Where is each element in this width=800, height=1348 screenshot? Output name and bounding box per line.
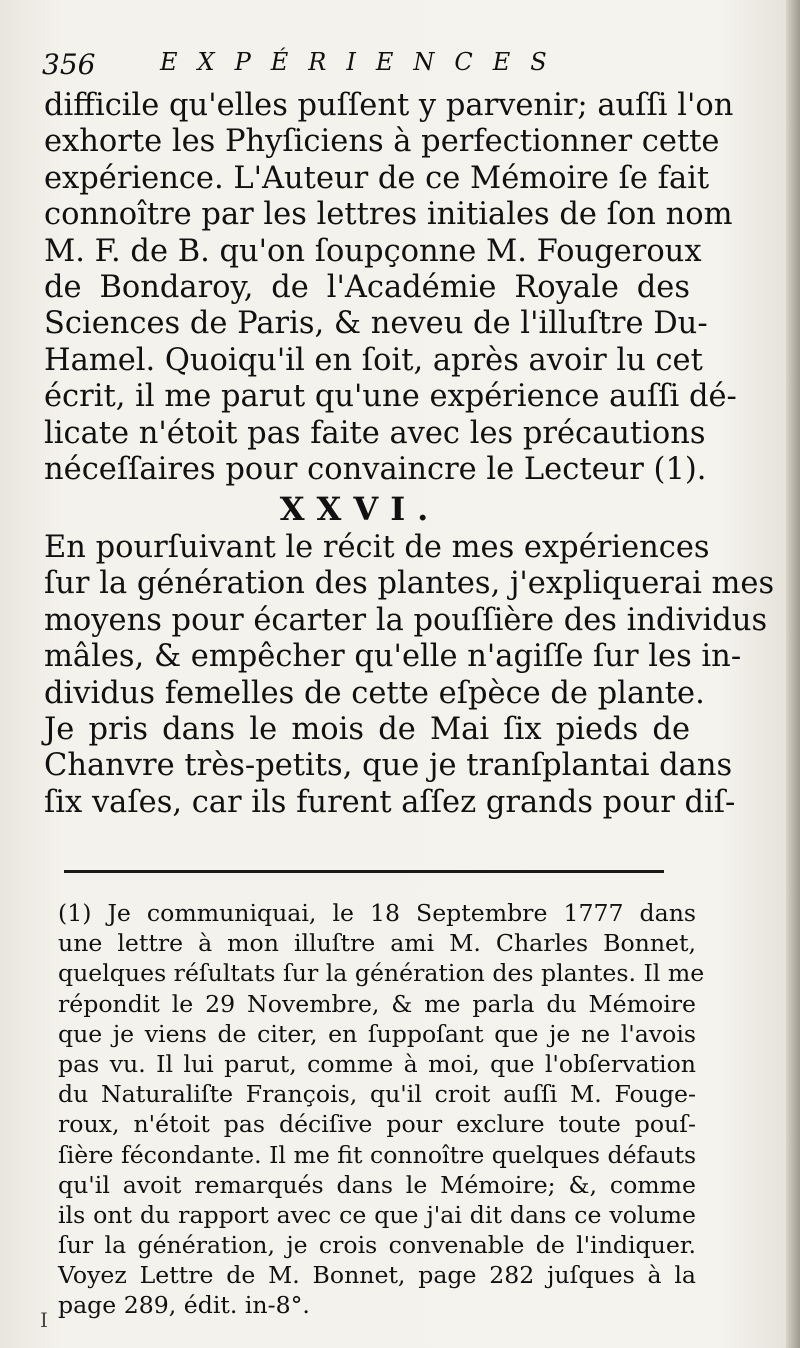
page-number: 356 xyxy=(42,48,96,81)
footnote-line: qu'il avoit remarqués dans le Mémoire; &, comme xyxy=(58,1170,696,1199)
footnote-line: (1) Je communiquai, le 18 Septembre 1777 dans xyxy=(58,899,696,927)
main-text-block-1 xyxy=(44,88,737,488)
footnote-line: du Naturaliſte François, qu'il croit auſſi M. Fouge- xyxy=(58,1080,696,1109)
text-line: expérience. L'Auteur de ce Mémoire ſe fait xyxy=(44,160,710,196)
text-line: Je pris dans le mois de Mai ſix pieds de xyxy=(44,711,690,747)
page-spine-shadow xyxy=(786,0,800,1348)
text-line: de Bondaroy, de l'Académie Royale des xyxy=(44,269,690,305)
footnote-block xyxy=(58,898,705,1321)
footnote-line: roux, n'étoit pas déciſive pour exclure toute pouſ- xyxy=(58,1110,696,1139)
text-line: difficile qu'elles puſſent y parvenir; auſſi l'on xyxy=(44,88,734,123)
text-line: M. F. de B. qu'on ſoupçonne M. Fougeroux xyxy=(44,233,702,269)
text-line: connoître par les lettres initiales de ſon nom xyxy=(44,197,733,233)
footnote-line: Voyez Lettre de M. Bonnet, page 282 juſques à la xyxy=(58,1261,696,1290)
text-line: moyens pour écarter la pouſſière des individus xyxy=(44,602,768,638)
footnote-rule xyxy=(64,870,664,873)
footnote-line: ſur la génération, je crois convenable de l'indiquer. xyxy=(58,1231,696,1260)
bottom-mark: I xyxy=(40,1308,48,1332)
text-line: Sciences de Paris, & neveu de l'illuſtre Du- xyxy=(44,306,708,342)
footnote-line: ſière fécondante. Il me fit connoître quelques défauts xyxy=(58,1140,697,1169)
footnote-line: que je viens de citer, en ſuppoſant que je ne l'avois xyxy=(58,1019,696,1048)
text-line: licate n'étoit pas faite avec les précautions xyxy=(44,415,706,451)
footnote-line: pas vu. Il lui parut, comme à moi, que l'obſervation xyxy=(58,1049,696,1078)
text-line: En pourſuivant le récit de mes expériences xyxy=(44,530,710,565)
text-line: exhorte les Phyſiciens à perfectionner cette xyxy=(44,124,720,160)
text-line: Hamel. Quoiqu'il en ſoit, après avoir lu cet xyxy=(44,342,703,378)
footnote-line: répondit le 29 Novembre, & me parla du Mémoire xyxy=(58,989,696,1018)
text-line: néceſſaires pour convaincre le Lecteur (1). xyxy=(44,451,707,487)
footnote-line: page 289, édit. in-8°. xyxy=(58,1291,310,1320)
section-heading: XXVI. xyxy=(279,490,441,528)
text-line: mâles, & empêcher qu'elle n'agiſſe ſur les in- xyxy=(44,639,742,675)
footnote-line: quelques réſultats ſur la génération des plantes. Il me xyxy=(58,959,705,988)
footnote-line: ils ont du rapport avec ce que j'ai dit dans ce volume xyxy=(58,1200,696,1229)
main-text-block-2 xyxy=(44,530,775,821)
text-line: ſur la génération des plantes, j'expliquerai mes xyxy=(44,566,775,602)
running-head xyxy=(42,44,762,84)
text-line: écrit, il me parut qu'une expérience auſſi dé- xyxy=(44,379,737,415)
text-line: dividus femelles de cette eſpèce de plante. xyxy=(44,675,705,711)
text-line: Chanvre très-petits, que je tranſplantai dans xyxy=(44,748,733,784)
text-line: ſix vaſes, car ils furent aſſez grands pour diſ- xyxy=(44,784,736,820)
running-title: EXPÉRIENCES xyxy=(160,48,567,76)
footnote-line: une lettre à mon illuſtre ami M. Charles Bonnet, xyxy=(58,929,696,958)
